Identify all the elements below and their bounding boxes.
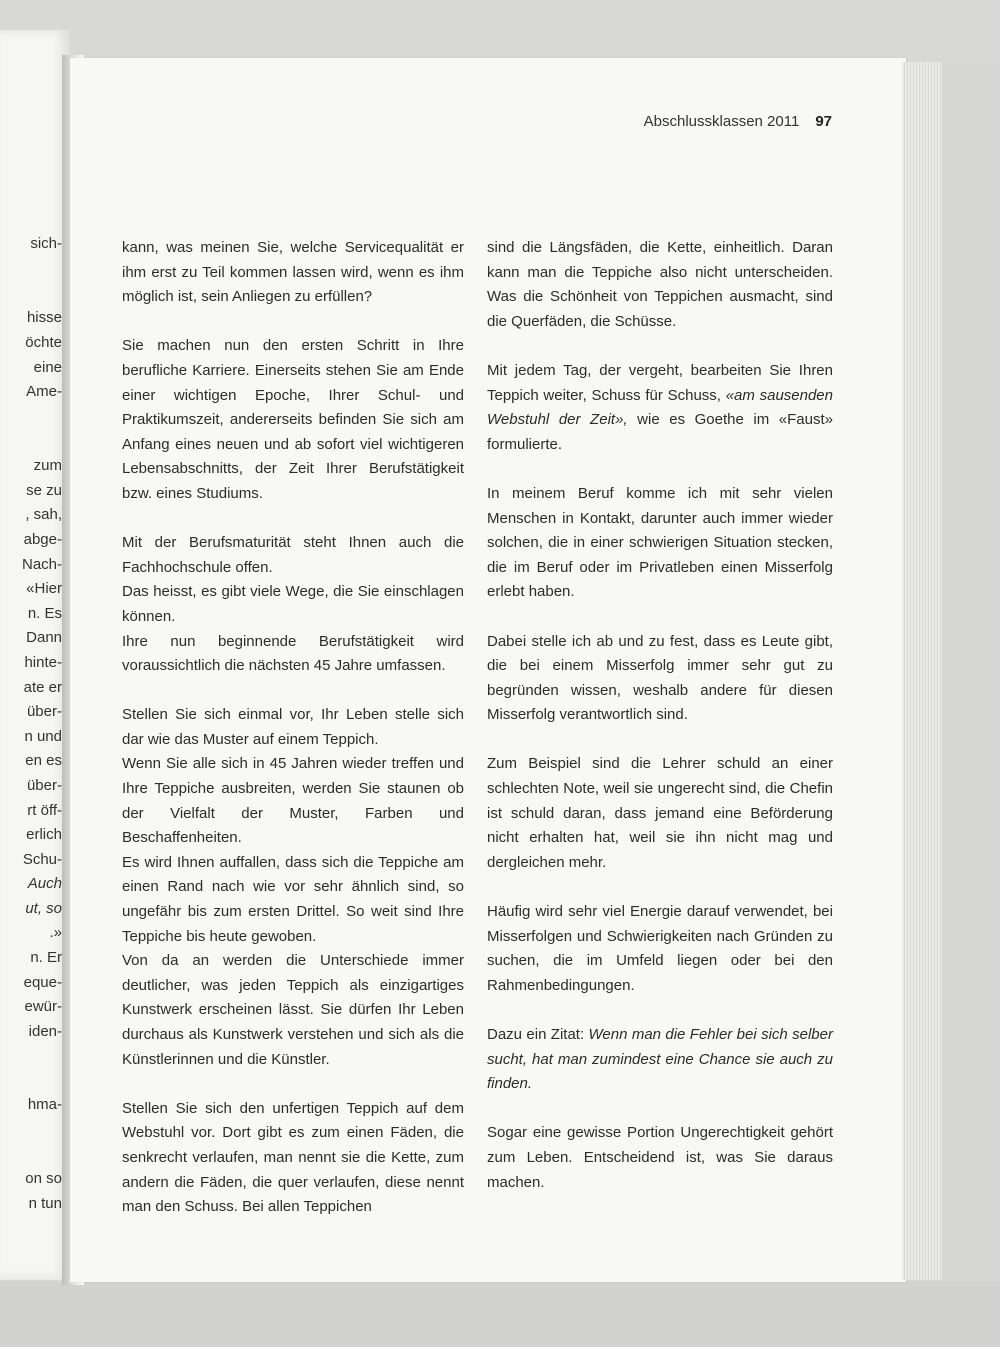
left-page-fragment: .» [49,924,62,941]
running-head-title: Abschlussklassen 2011 [643,113,800,130]
left-page-fragment: iden- [28,1023,62,1040]
left-page-fragment: eine [33,359,62,376]
left-page-fragment: n und [24,728,62,745]
left-page-fragment: se zu [26,482,62,499]
left-page-fragment: «Hier [26,580,62,597]
paragraph: Ihre nun beginnende Berufstätigkeit wird voraussichtlich die nächsten 45 Jahre umfassen. [122,632,464,675]
left-page-fragment: Ame- [26,383,62,400]
page-number: 97 [815,113,832,130]
left-page-fragment: Dann [26,629,62,646]
left-page-fragment: rt öff- [27,802,62,819]
quote-lead: Dazu ein Zitat: [487,1026,585,1043]
paragraph-quote [487,1023,833,1097]
running-head [644,113,832,130]
left-page-fragment: Nach- [21,556,62,573]
scan-background-top [0,0,1000,62]
paragraph: Sogar eine gewisse Portion Ungerechtigkeit gehört zum Leben. Entscheidend ist, was Sie daraus machen. [487,1124,833,1191]
left-page-fragment: zum [33,457,62,474]
paragraph: sind die Längsfäden, die Kette, einheitlich. Daran kann man die Teppiche also nicht unterscheiden. Was die Schönheit von Teppichen ausmacht, sind die Querfäden, die Schüsse. [487,239,833,330]
left-page-fragment: n. Es [27,605,62,622]
paragraph: In meinem Beruf komme ich mit sehr vielen Menschen in Kontakt, darunter auch immer wieder solchen, die in einer schwierigen Situation stecken, die im Beruf oder im Privatleben einen Misserfolg erlebt haben. [487,484,833,601]
left-page-fragment: Schu- [22,851,62,868]
paragraph: Mit der Berufsmaturität steht Ihnen auch die Fachhochschule offen. [122,534,464,576]
paragraph: Das heisst, es gibt viele Wege, die Sie einschlagen können. [122,583,464,625]
left-page-fragment: hma- [27,1096,62,1113]
scan-background-bottom [0,1282,1000,1347]
left-page-fragment: ewür- [24,998,62,1015]
left-page-fragment: on so [25,1170,62,1187]
goethe-quote: «am sausenden Webstuhl der Zeit», [487,386,833,429]
text-column-left [122,236,464,1244]
left-page-fragment: abge- [23,531,62,548]
paragraph: Dabei stelle ich ab und zu fest, dass es Leute gibt, die bei einem Misserfolg immer sehr gut zu begründen wissen, weshalb andere für diesen Misserfolg verantwortlich sind. [487,632,833,724]
paragraph-goethe [487,359,833,457]
page-edge-stack [902,62,942,1280]
goethe-text-before: Mit jedem Tag, der vergeht, bearbeiten Sie Ihren Teppich weiter, Schuss für Schuss, [487,361,833,404]
goethe-text-after: wie es Goethe im «Faust» formulierte. [487,411,833,453]
paragraph: Stellen Sie sich einmal vor, Ihr Leben stelle sich dar wie das Muster auf einem Teppich. [122,706,464,748]
left-page-fragment: en es [25,752,62,769]
left-page-sliver [0,30,70,1280]
paragraph: Wenn Sie alle sich in 45 Jahren wieder treffen und Ihre Teppiche ausbreiten, werden Sie staunen ob der Vielfalt der Muster, Farben und Beschaffenheiten. [122,755,464,847]
paragraph: Sie machen nun den ersten Schritt in Ihre berufliche Karriere. Einerseits stehen Sie am Ende einer wichtigen Epoche, Ihrer Schul- und Praktikumszeit, andererseits befinden Sie sich am Anfang eines neuen und ab sofort viel wichtigeren Lebensabschnitts, der Zeit Ihrer Berufstätigkeit bzw. eines Studiums. [122,337,464,502]
left-page-fragment: Auch [27,875,62,892]
paragraph: Von da an werden die Unterschiede immer deutlicher, was jeden Teppich als einzigartiges Kunstwerk erscheinen lässt. Sie dürfen Ihr Leben durchaus als Kunstwerk verstehen und sich als die Künstlerinnen und die Künstler. [122,952,464,1068]
left-page-fragment: hisse [26,309,62,326]
left-page-fragment: erlich [26,826,62,843]
text-column-right [487,236,833,1220]
left-page-fragment: über- [26,777,62,794]
paragraph: Zum Beispiel sind die Lehrer schuld an einer schlechten Note, weil sie ungerecht sind, die Chefin ist schuld daran, dass jemand eine Beförderung nicht erhalten hat, weil sie ihn nicht mag und dergleichen mehr. [487,755,833,871]
left-page-fragment: n. Er [30,949,62,966]
left-page-fragment: , sah, [25,506,62,523]
paragraph: kann, was meinen Sie, welche Servicequalität er ihm erst zu Teil kommen lassen wird, wenn es ihm möglich ist, sein Anliegen zu erfüllen? [122,239,464,306]
left-page-fragment: ate er [23,679,62,696]
left-page-fragment: ut, so [25,900,62,917]
quote-text: Wenn man die Fehler bei sich selber sucht, hat man zumindest eine Chance sie auch zu finden. [487,1026,833,1093]
left-page-fragment: öchte [25,334,62,351]
left-page-fragment: sich- [30,235,62,252]
left-page-fragment: hinte- [24,654,62,671]
paragraph: Es wird Ihnen auffallen, dass sich die Teppiche am einen Rand nach wie vor sehr ähnlich sind, so ungefähr bis zum ersten Drittel. So weit sind Ihre Teppiche bis heute gewoben. [122,853,464,945]
left-page-fragment: über- [26,703,62,720]
paragraph: Stellen Sie sich den unfertigen Teppich auf dem Webstuhl vor. Dort gibt es zum einen Fäden, die senkrecht verlaufen, man nennt sie die Kette, zum andern die Fäden, die quer verlaufen, diese nennt man den Schuss. Bei allen Teppichen [122,1099,464,1216]
left-page-fragment: eque- [23,974,62,991]
left-page-fragment: n tun [28,1195,62,1212]
paragraph: Häufig wird sehr viel Energie darauf verwendet, bei Misserfolgen und Schwierigkeiten nach Gründen zu suchen, die im Umfeld liegen oder bei den Rahmenbedingungen. [487,903,833,994]
